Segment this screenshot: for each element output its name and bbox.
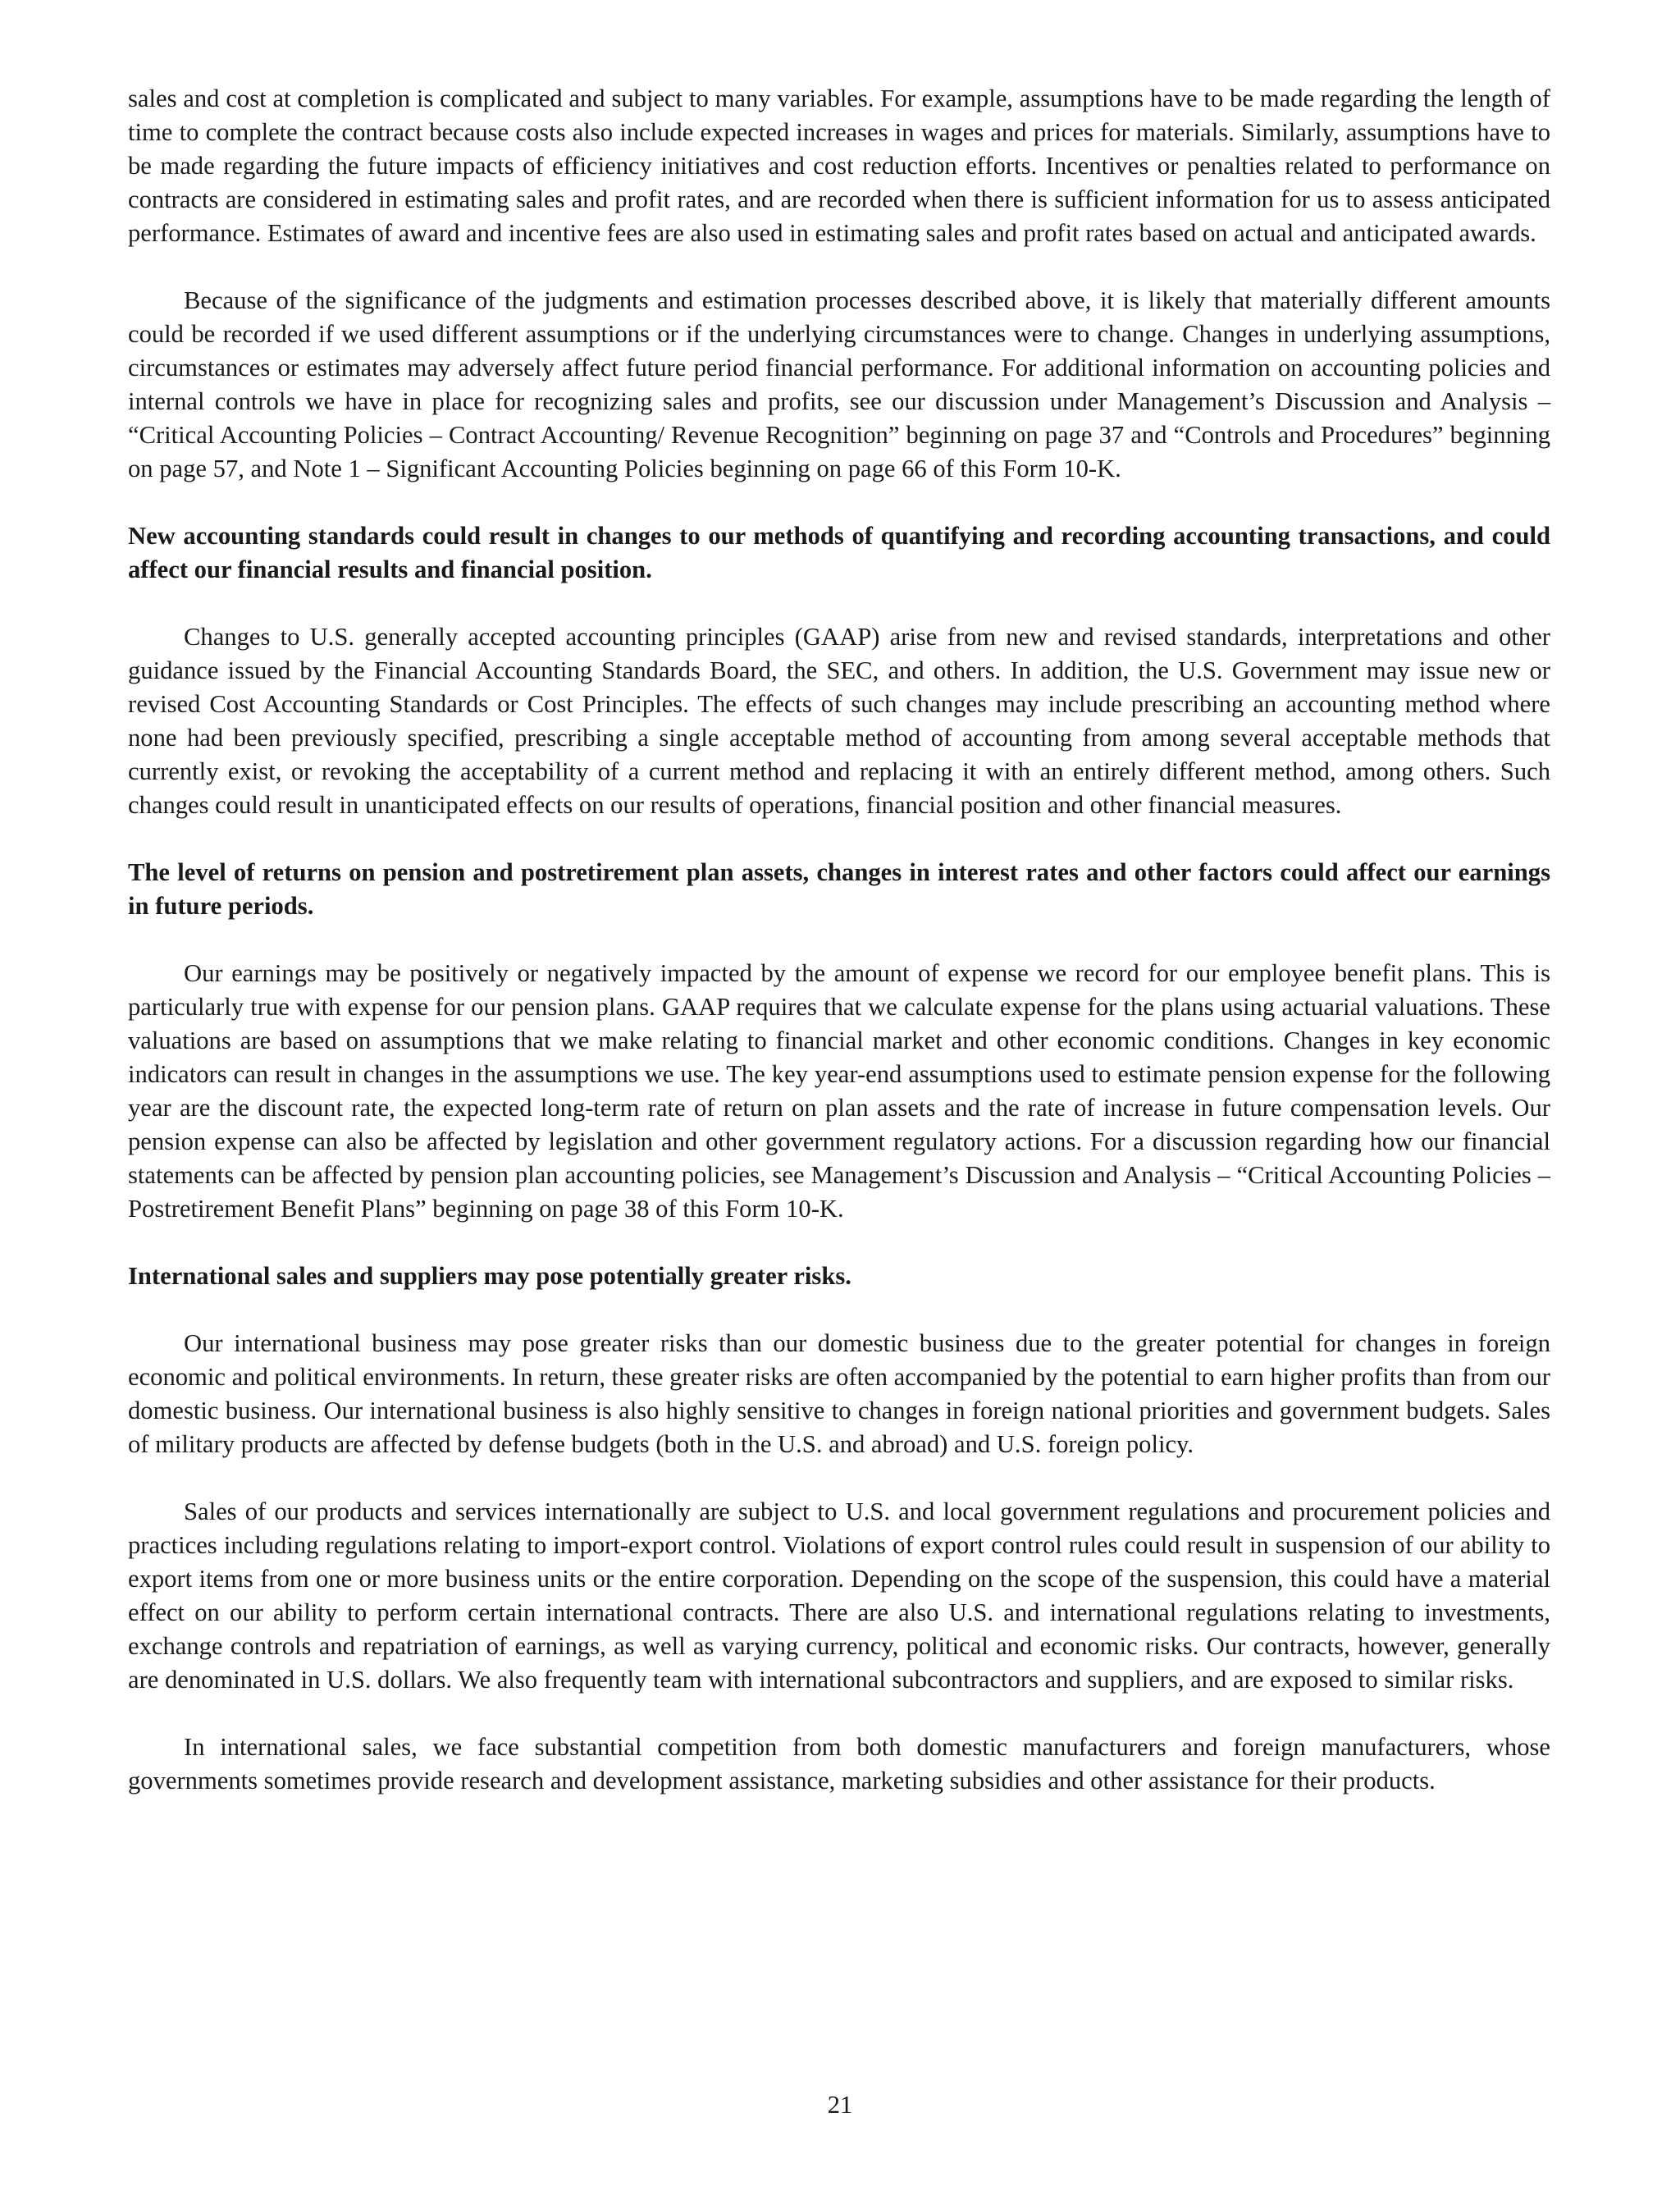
paragraph-contract-estimates: sales and cost at completion is complicated and subject to many variables. For example, assumptions have to be made regarding the length of time to complete the contract because costs also include expected increases in wages and prices for materials. Similarly, assumptions have to be made regarding the future impacts of efficiency initiatives and cost reduction efforts. Incentives or penalties related to performance on contracts are considered in estimating sales and profit rates, and are recorded when there is sufficient information for us to assess anticipated performance. Estimates of award and incentive fees are also used in estimating sales and profit rates based on actual and anticipated awards. xyxy=(128,85,1550,247)
page-number: 21 xyxy=(827,2091,853,2119)
heading-international-sales: International sales and suppliers may pose potentially greater risks. xyxy=(128,1262,851,1290)
paragraph-export-regulations: Sales of our products and services internationally are subject to U.S. and local government regulations and procurement policies and practices including regulations relating to import-export control. Violations of export control rules could result in suspension of our ability to export items from one or more business units or the entire corporation. Depending on the scope of the suspension, this could have a material effect on our ability to perform certain international contracts. There are also U.S. and international regulations relating to investments, exchange controls and repatriation of earnings, as well as varying currency, political and economic risks. Our contracts, however, generally are denominated in U.S. dollars. We also frequently team with international subcontractors and suppliers, and are exposed to similar risks. xyxy=(128,1497,1550,1694)
heading-new-accounting-standards: New accounting standards could result in changes to our methods of quantifying and recording accounting transactions, and could affect our financial results and financial position. xyxy=(128,522,1550,583)
paragraph-pension-expense: Our earnings may be positively or negatively impacted by the amount of expense we record for our employee benefit plans. This is particularly true with expense for our pension plans. GAAP requires that we calculate expense for the plans using actuarial valuations. These valuations are based on assumptions that we make relating to financial market and other economic conditions. Changes in key economic indicators can result in changes in the assumptions we use. The key year-end assumptions used to estimate pension expense for the following year are the discount rate, the expected long-term rate of return on plan assets and the rate of increase in future compensation levels. Our pension expense can also be affected by legislation and other government regulatory actions. For a discussion regarding how our financial statements can be affected by pension plan accounting policies, see Management’s Discussion and Analysis – “Critical Accounting Policies – Postretirement Benefit Plans” beginning on page 38 of this Form 10-K. xyxy=(128,959,1550,1223)
paragraph-international-risks: Our international business may pose greater risks than our domestic business due to the greater potential for changes in foreign economic and political environments. In return, these greater risks are often accompanied by the potential to earn higher profits than from our domestic business. Our international business is also highly sensitive to changes in foreign national priorities and government budgets. Sales of military products are affected by defense budgets (both in the U.S. and abroad) and U.S. foreign policy. xyxy=(128,1329,1550,1458)
paragraph-judgments-estimation: Because of the significance of the judgments and estimation processes described above, it is likely that materially different amounts could be recorded if we used different assumptions or if the underlying circumstances were to change. Changes in underlying assumptions, circumstances or estimates may adversely affect future period financial performance. For additional information on accounting policies and internal controls we have in place for recognizing sales and profits, see our discussion under Management’s Discussion and Analysis – “Critical Accounting Policies – Contract Accounting/ Revenue Recognition” beginning on page 37 and “Controls and Procedures” beginning on page 57, and Note 1 – Significant Accounting Policies beginning on page 66 of this Form 10-K. xyxy=(128,286,1550,482)
paragraph-gaap-changes: Changes to U.S. generally accepted accounting principles (GAAP) arise from new and revised standards, interpretations and other guidance issued by the Financial Accounting Standards Board, the SEC, and others. In addition, the U.S. Government may issue new or revised Cost Accounting Standards or Cost Principles. The effects of such changes may include prescribing an accounting method where none had been previously specified, prescribing a single acceptable method of accounting from among several acceptable methods that currently exist, or revoking the acceptability of a current method and replacing it with an entirely different method, among others. Such changes could result in unanticipated effects on our results of operations, financial position and other financial measures. xyxy=(128,623,1550,819)
heading-pension-returns: The level of returns on pension and postretirement plan assets, changes in interest rates and other factors could affect our earnings in future periods. xyxy=(128,858,1550,920)
document-body xyxy=(128,82,1550,1831)
paragraph-international-competition: In international sales, we face substantial competition from both domestic manufacturers and foreign manufacturers, whose governments sometimes provide research and development assistance, marketing subsidies and other assistance for their products. xyxy=(128,1733,1550,1795)
